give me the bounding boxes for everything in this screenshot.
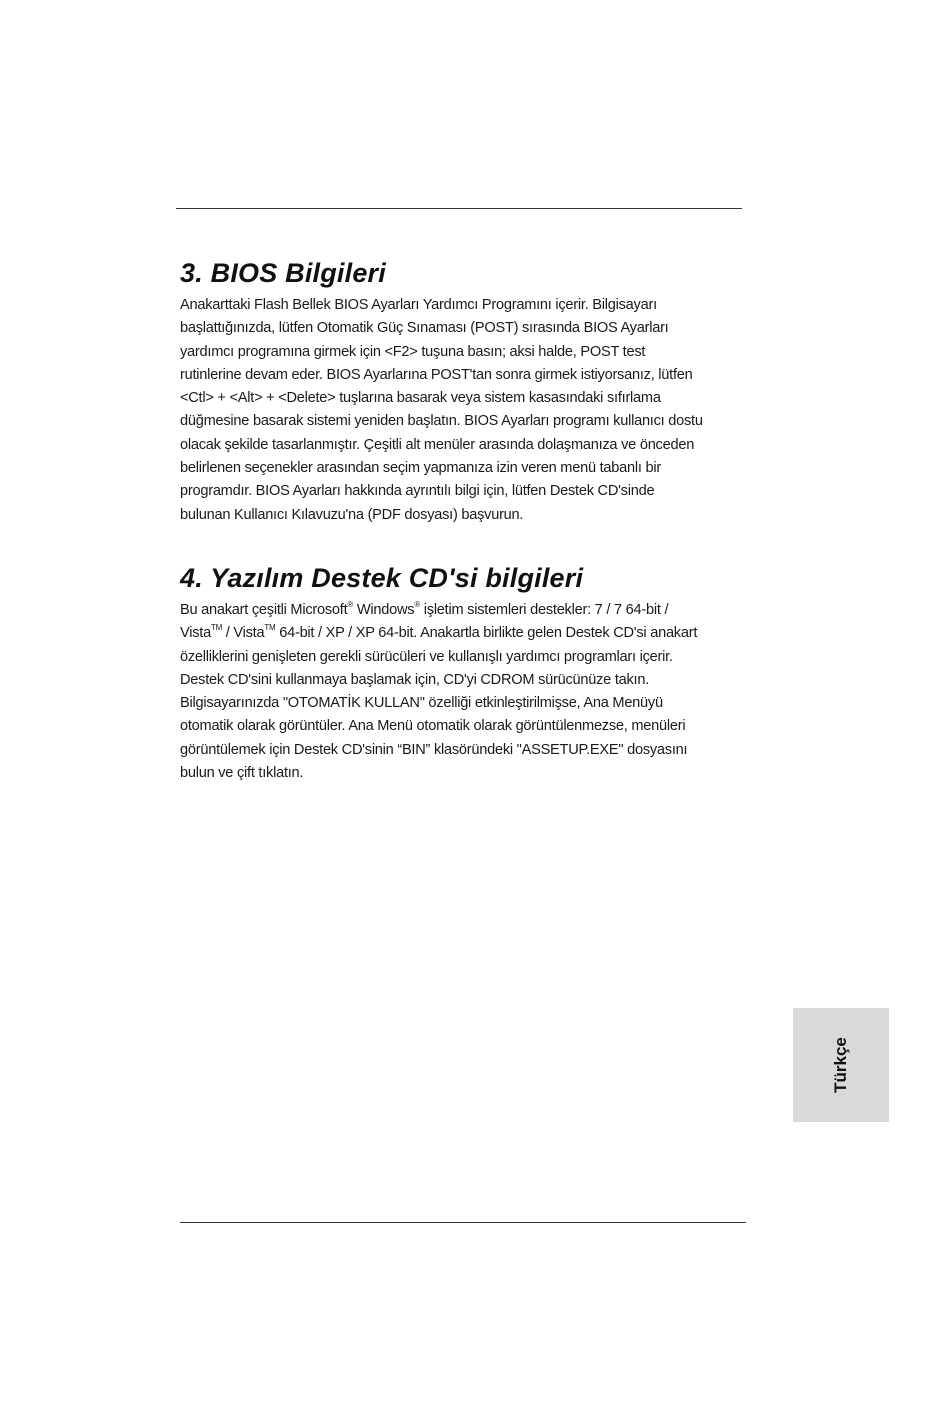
- support-cd-section-title: 4. Yazılım Destek CD'si bilgileri: [180, 563, 584, 593]
- paragraph-line: olacak şekilde tasarlanmıştır. Çeşitli alt menüler arasında dolaşmanıza ve önceden: [180, 436, 695, 453]
- top-divider: [176, 208, 742, 209]
- paragraph-line: rutinlerine devam eder. BIOS Ayarlarına POST'tan sonra girmek istiyorsanız, lütfen: [180, 366, 693, 383]
- language-tab: [793, 1008, 889, 1122]
- text-run: 64-bit / XP / XP 64-bit. Anakartla birlikte gelen Destek CD'si anakart: [275, 625, 698, 642]
- paragraph-line: Destek CD'sini kullanmaya başlamak için, CD'yi CDROM sürücünüze takın.: [180, 671, 650, 688]
- paragraph-line: <Ctl> + <Alt> + <Delete> tuşlarına basarak veya sistem kasasındaki sıfırlama: [180, 390, 661, 407]
- registered-mark: ®: [347, 600, 354, 610]
- paragraph-line: başlattığınızda, lütfen Otomatik Güç Sınaması (POST) sırasında BIOS Ayarları: [180, 320, 669, 337]
- text-run: Windows: [353, 602, 415, 618]
- bios-section-title: 3. BIOS Bilgileri: [180, 258, 386, 288]
- trademark-mark: TM: [210, 623, 222, 633]
- text-run: / Vista: [222, 625, 265, 642]
- support-cd-section-body: [180, 599, 750, 785]
- paragraph-line: görüntülemek için Destek CD'sinin “BIN” klasöründeki "ASSETUP.EXE" dosyasını: [180, 741, 688, 758]
- bios-section-body: [180, 294, 750, 527]
- paragraph-line: Bilgisayarınızda "OTOMATİK KULLAN" özelliği etkinleştirilmişse, Ana Menüyü: [180, 695, 663, 712]
- trademark-mark: TM: [264, 623, 276, 633]
- paragraph-line: belirlenen seçenekler arasından seçim yapmanıza izin veren menü tabanlı bir: [180, 460, 661, 477]
- registered-mark: ®: [414, 600, 420, 610]
- paragraph-line: otomatik olarak görüntüler. Ana Menü otomatik olarak görüntülenmezse, menüleri: [180, 718, 686, 735]
- paragraph-line: özelliklerini genişleten gerekli sürücüleri ve kullanışlı yardımcı programları içerir.: [180, 648, 673, 665]
- paragraph-line: [180, 599, 750, 622]
- paragraph-line: düğmesine basarak sistemi yeniden başlatın. BIOS Ayarları programı kullanıcı dostu: [180, 413, 703, 430]
- text-run: işletim sistemleri destekler: 7 / 7 64-bit /: [419, 602, 669, 618]
- text-run: Vista: [180, 625, 211, 642]
- paragraph-line: programdır. BIOS Ayarları hakkında ayrıntılı bilgi için, lütfen Destek CD'sinde: [180, 483, 655, 500]
- paragraph-line: Anakarttaki Flash Bellek BIOS Ayarları Yardımcı Programını içerir. Bilgisayarı: [180, 297, 657, 313]
- bottom-divider: [180, 1222, 746, 1223]
- paragraph-line: [180, 622, 750, 645]
- language-tab-label: Türkçe: [831, 1037, 850, 1093]
- paragraph-line: yardımcı programına girmek için <F2> tuşuna basın; aksi halde, POST test: [180, 343, 646, 360]
- paragraph-line: bulun ve çift tıklatın.: [180, 765, 304, 782]
- paragraph-line: bulunan Kullanıcı Kılavuzu'na (PDF dosyası) başvurun.: [180, 506, 524, 523]
- text-run: Bu anakart çeşitli Microsoft: [180, 602, 348, 618]
